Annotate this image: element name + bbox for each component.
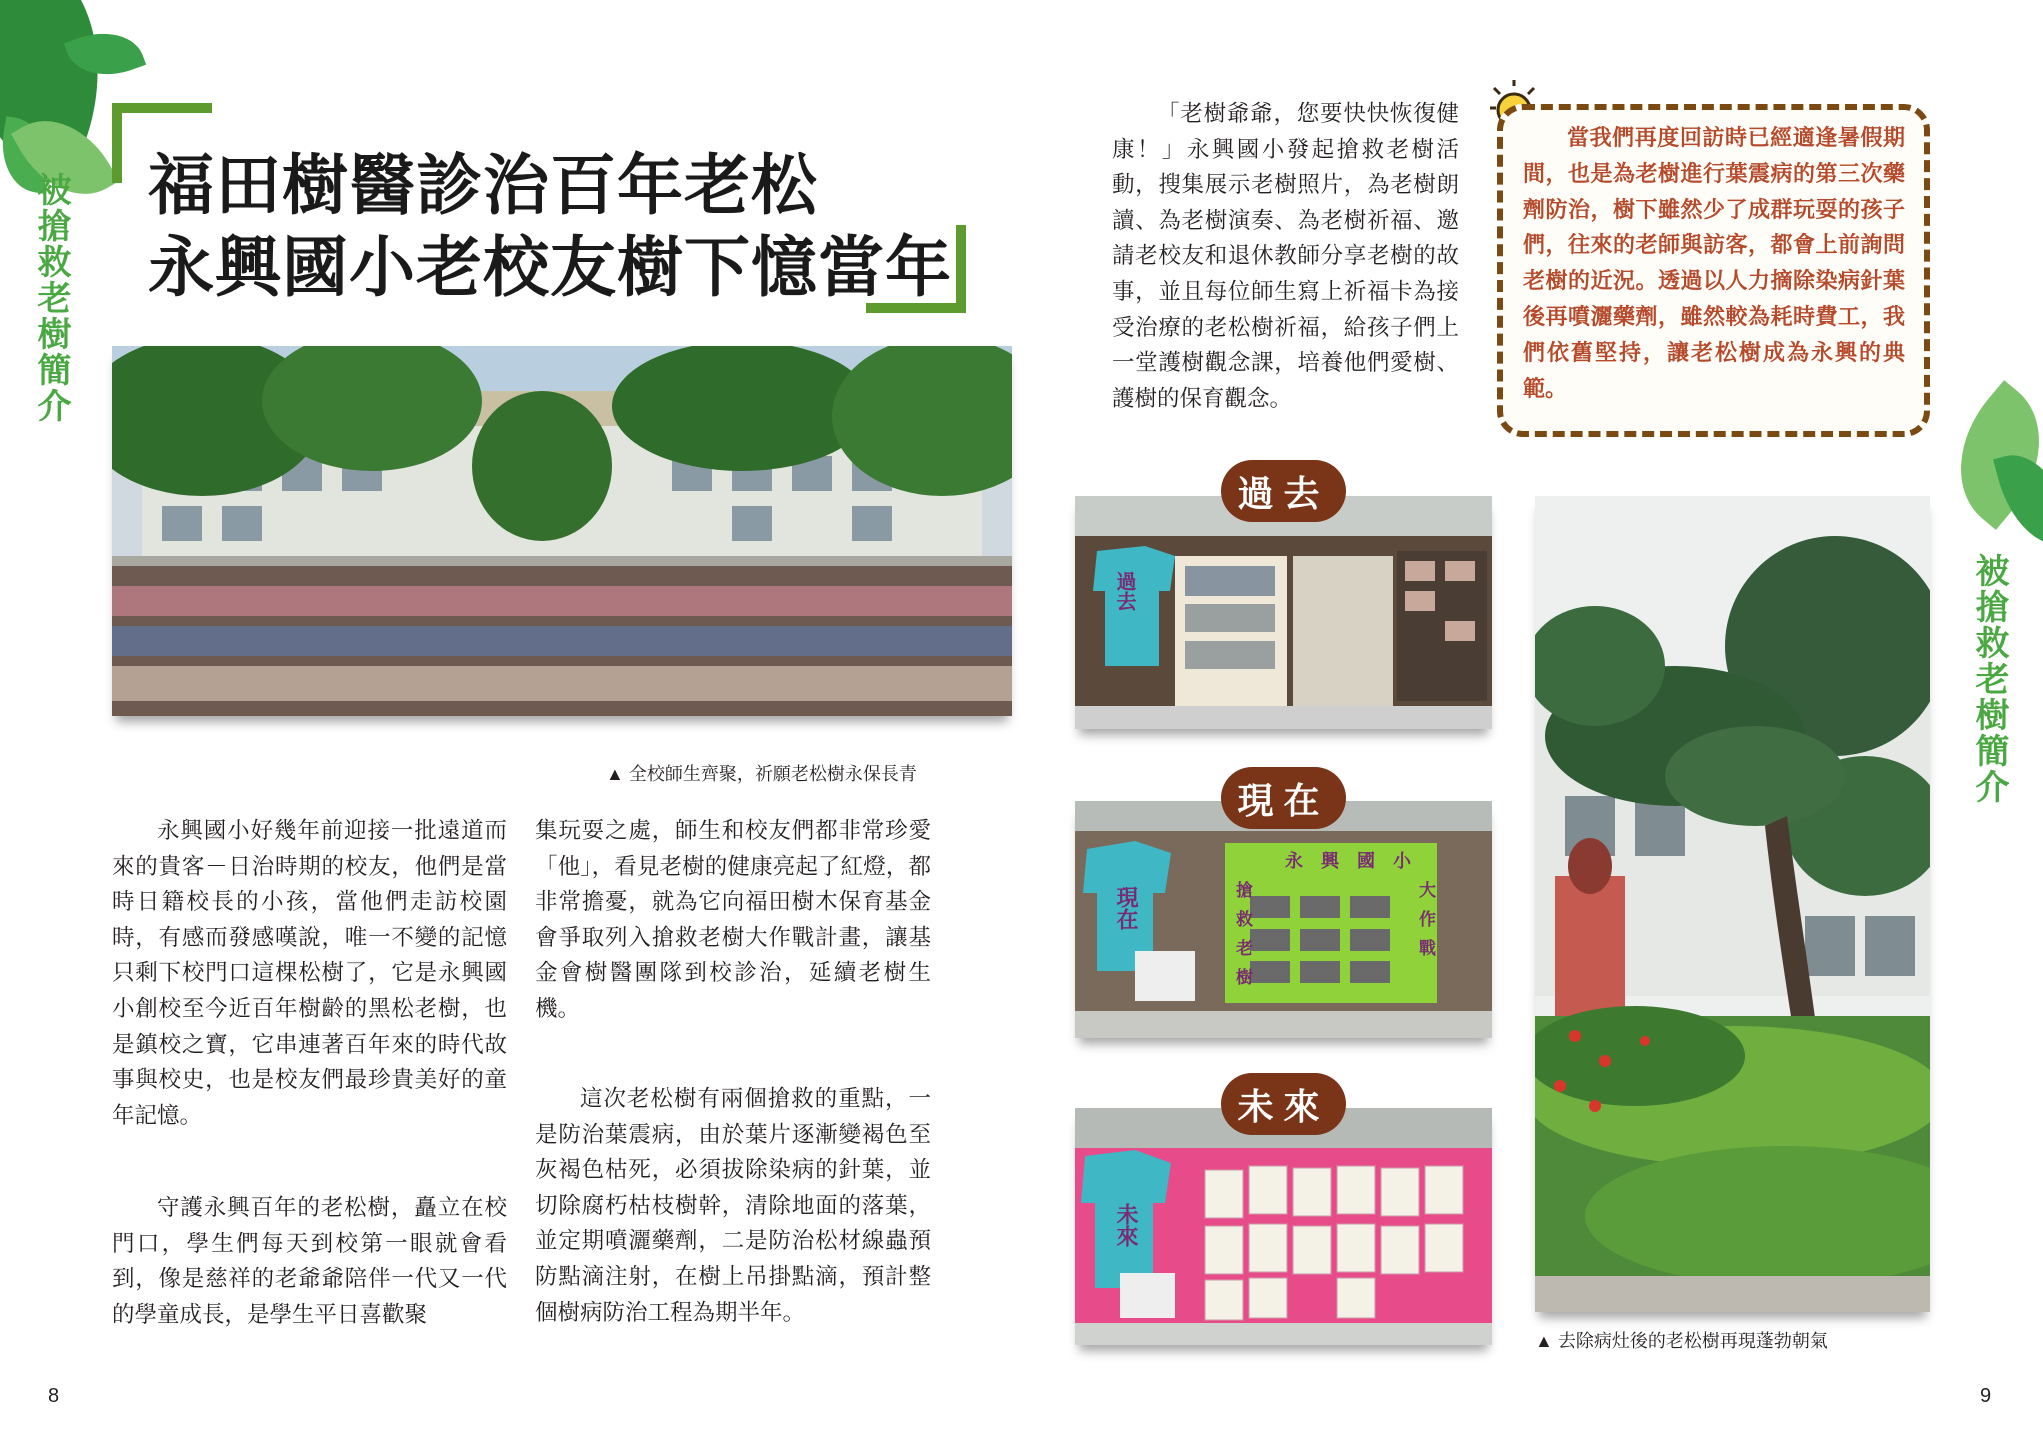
tip-text: 當我們再度回訪時已經適逢暑假期間，也是為老樹進行葉震病的第三次藥劑防治，樹下雖然少了成群玩耍的孩子們，往來的老師與訪客，都會上前詢問老樹的近況。透過以人力摘除染病針葉後再噴灑藥劑，雖然較為耗時費工，我們依舊堅持，讓老松樹成為永興的典範。 xyxy=(1523,125,1905,402)
group-photo xyxy=(112,346,1012,716)
badge-future: 未來 xyxy=(1221,1073,1346,1135)
past-display-photo xyxy=(1075,496,1492,729)
present-board-title: 永興國小 xyxy=(1285,851,1429,872)
past-shirt-label: 過去 xyxy=(1113,571,1137,611)
intro-paragraph: 「老樹爺爺，您要快快恢復健康！」永興國小發起搶救老樹活動，搜集展示老樹照片，為老樹朗讀、為老樹演奏、為老樹祈福、邀請老校友和退休教師分享老樹的故事，並且每位師生寫上祈福卡為接受治療的老松樹祈福，給孩子們上一堂護樹觀念課，培養他們愛樹、護樹的保育觀念。 xyxy=(1112,101,1459,412)
page-number-left: 8 xyxy=(48,1385,60,1407)
group-photo-caption: ▲ 全校師生齊聚，祈願老松樹永保長青 xyxy=(606,764,917,784)
present-board-right-label: 大作戰 xyxy=(1415,881,1435,968)
col1-paragraph-1: 永興國小好幾年前迎接一批遠道而來的貴客－日治時期的校友，他們是當時日籍校長的小孩，當他們走訪校園時，有感而發感嘆說，唯一不變的記憶只剩下校門口這棵松樹了，它是永興國小創校至今近百年樹齡的黑松老樹，也是鎮校之寶，它串連著百年來的時代故事與校史，也是校友們最珍貴美好的童年記憶。 xyxy=(112,818,507,1129)
present-display-photo xyxy=(1075,801,1492,1038)
badge-past: 過去 xyxy=(1221,460,1346,522)
tree-photo xyxy=(1535,496,1930,1312)
present-shirt-label: 現在 xyxy=(1113,886,1138,930)
page-title-line1: 福田樹醫診治百年老松 xyxy=(148,147,818,224)
col1-paragraph-2: 守護永興百年的老松樹，矗立在校門口，學生們每天到校第一眼就會看到，像是慈祥的老爺爺陪伴一代又一代的學童成長，是學生平日喜歡聚 xyxy=(112,1195,507,1328)
side-label-right: 被搶救老樹簡介 xyxy=(1969,553,2009,805)
tree-photo-caption: ▲ 去除病灶後的老松樹再現蓬勃朝氣 xyxy=(1535,1331,1828,1351)
future-display-photo xyxy=(1075,1108,1492,1345)
page-number-right: 9 xyxy=(1980,1385,1992,1407)
side-label-left: 被搶救老樹簡介 xyxy=(31,172,71,424)
future-shirt-label: 未來 xyxy=(1113,1203,1138,1247)
badge-present: 現在 xyxy=(1221,767,1346,829)
col2-paragraph-1: 集玩耍之處，師生和校友們都非常珍愛「他」，看見老樹的健康亮起了紅燈，都非常擔憂，就為它向福田樹木保育基金會爭取列入搶救老樹大作戰計畫，讓基金會樹醫團隊到校診治，延續老樹生機。 xyxy=(535,818,931,1022)
present-board-left-label: 搶救老樹 xyxy=(1232,881,1252,997)
col2-paragraph-2: 這次老松樹有兩個搶救的重點，一是防治葉震病，由於葉片逐漸變褐色至灰褐色枯死，必須拔除染病的針葉，並切除腐朽枯枝樹幹，清除地面的落葉，並定期噴灑藥劑，二是防治松材線蟲預防點滴注射，在樹上吊掛點滴，預計整個樹病防治工程為期半年。 xyxy=(535,1086,931,1326)
page-title-line2: 永興國小老校友樹下憶當年 xyxy=(148,229,952,306)
